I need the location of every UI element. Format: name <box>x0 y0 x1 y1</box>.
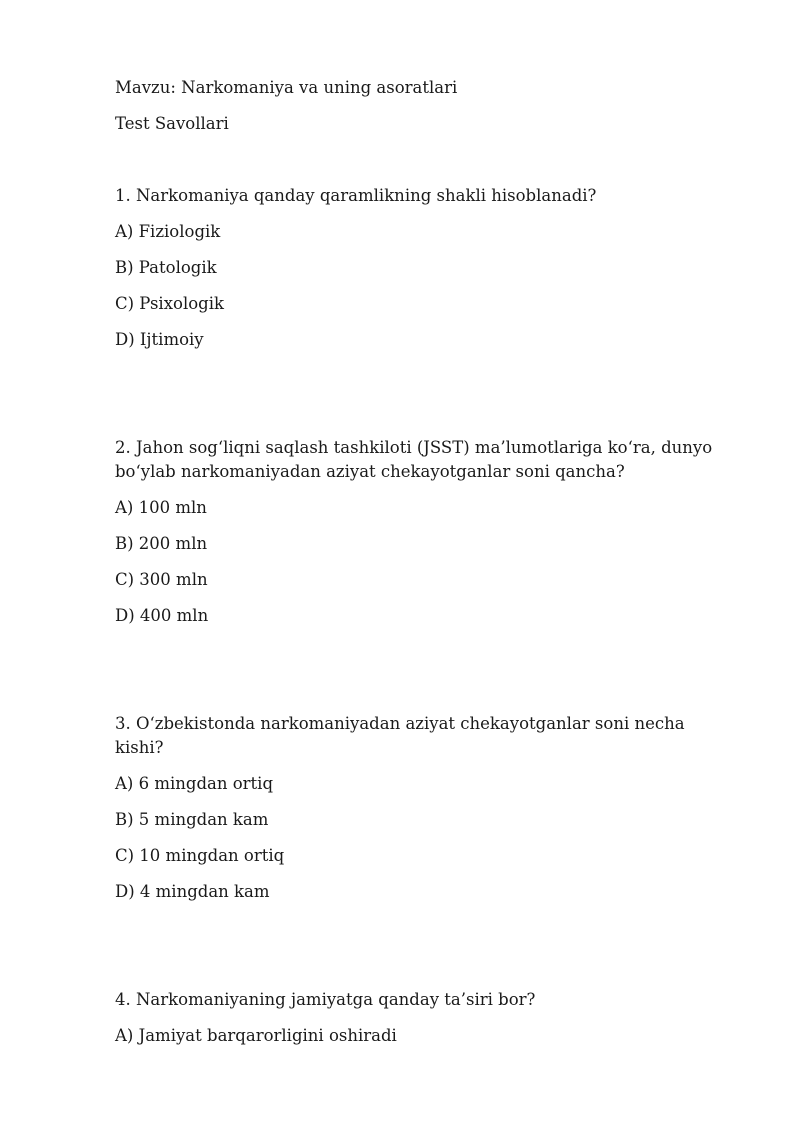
answer-option: B) 200 mln <box>115 534 208 553</box>
question-block <box>115 988 735 1048</box>
question-block <box>115 184 735 352</box>
document-page <box>115 76 735 1060</box>
answer-option: D) 400 mln <box>115 606 209 625</box>
spacer <box>115 640 735 712</box>
spacer <box>115 364 735 436</box>
question-text: 4. Narkomaniyaning jamiyatga qanday ta’siri bor? <box>115 990 536 1009</box>
spacer <box>115 148 735 184</box>
answer-option: C) 10 mingdan ortiq <box>115 846 285 865</box>
answer-option: A) Jamiyat barqarorligini oshiradi <box>115 1026 397 1045</box>
answer-option: D) Ijtimoiy <box>115 330 204 349</box>
topic-heading: Mavzu: Narkomaniya va uning asoratlari <box>115 78 458 97</box>
question-text: 2. Jahon sog‘liqni saqlash tashkiloti (JSST) ma’lumotlariga ko‘ra, dunyo bo‘ylab narkomaniyadan aziyat chekayotganlar soni qancha? <box>115 438 713 481</box>
answer-option: A) 6 mingdan ortiq <box>115 774 274 793</box>
answer-option: B) Patologik <box>115 258 217 277</box>
question-text: 3. O‘zbekistonda narkomaniyadan aziyat chekayotganlar soni necha kishi? <box>115 714 685 757</box>
spacer <box>115 916 735 988</box>
question-block <box>115 436 735 628</box>
question-block <box>115 712 735 904</box>
answer-option: A) Fiziologik <box>115 222 221 241</box>
question-text: 1. Narkomaniya qanday qaramlikning shakli hisoblanadi? <box>115 186 597 205</box>
answer-option: B) 5 mingdan kam <box>115 810 269 829</box>
answer-option: C) Psixologik <box>115 294 224 313</box>
answer-option: D) 4 mingdan kam <box>115 882 270 901</box>
answer-option: C) 300 mln <box>115 570 208 589</box>
answer-option: A) 100 mln <box>115 498 207 517</box>
subtitle: Test Savollari <box>115 114 229 133</box>
